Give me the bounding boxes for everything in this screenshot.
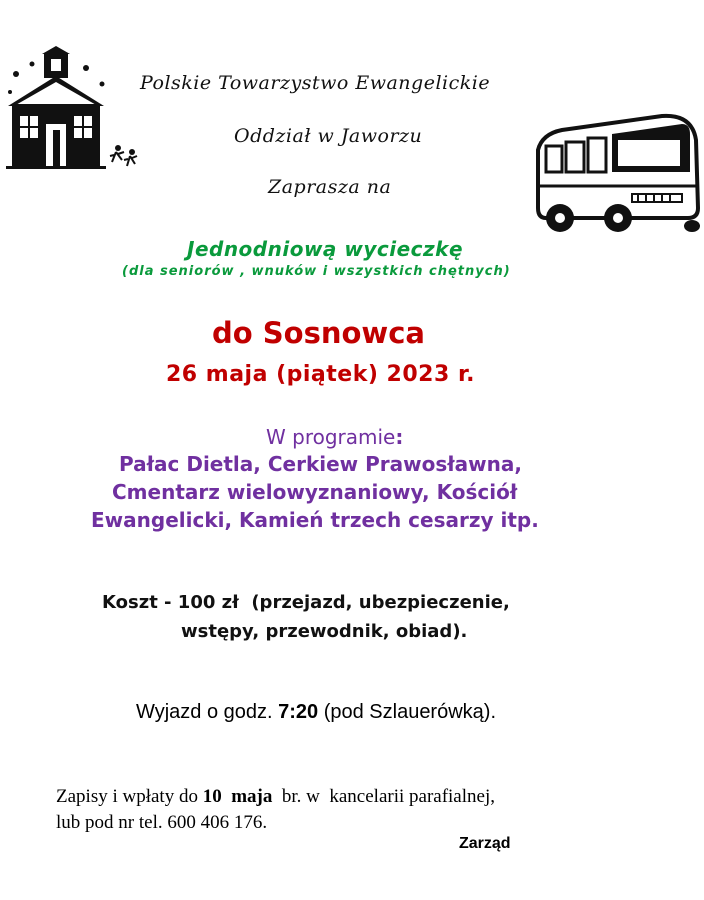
program-line-2: Cmentarz wielowyznaniowy, Kościół xyxy=(112,480,518,504)
signature: Zarząd xyxy=(459,835,511,852)
org-branch: Oddział w Jaworzu xyxy=(234,125,423,147)
program-label-text: W programie xyxy=(266,425,396,449)
signup-deadline: 10 maja xyxy=(202,786,273,807)
cost-line-2: wstępy, przewodnik, obiad). xyxy=(181,621,468,642)
departure-prefix: Wyjazd o godz. xyxy=(136,701,279,723)
destination: do Sosnowca xyxy=(212,316,425,350)
signup-line-1 xyxy=(56,786,495,808)
bus-icon xyxy=(532,110,702,238)
trip-title: Jednodniową wycieczkę xyxy=(187,237,464,261)
signup-prefix: Zapisy i wpłaty do xyxy=(56,786,203,807)
org-name: Polskie Towarzystwo Ewangelickie xyxy=(140,72,491,94)
signup-suffix: br. w kancelarii parafialnej, xyxy=(272,786,495,807)
trip-subtitle: (dla seniorów , wnuków i wszystkich chętnych) xyxy=(122,264,511,279)
school-house-icon xyxy=(6,44,142,172)
departure-suffix: (pod Szlauerówką). xyxy=(318,701,497,723)
invitation-line: Zaprasza na xyxy=(268,176,392,198)
cost-line-1: Koszt - 100 zł (przejazd, ubezpieczenie, xyxy=(102,592,510,613)
program-label-colon: : xyxy=(395,425,404,449)
program-line-3: Ewangelicki, Kamień trzech cesarzy itp. xyxy=(91,508,539,532)
program-line-1: Pałac Dietla, Cerkiew Prawosławna, xyxy=(119,452,522,476)
trip-date: 26 maja (piątek) 2023 r. xyxy=(166,362,476,387)
departure-info xyxy=(136,701,496,724)
signup-line-2: lub pod nr tel. 600 406 176. xyxy=(56,812,268,833)
program-label xyxy=(266,425,403,449)
departure-time: 7:20 xyxy=(278,701,319,723)
